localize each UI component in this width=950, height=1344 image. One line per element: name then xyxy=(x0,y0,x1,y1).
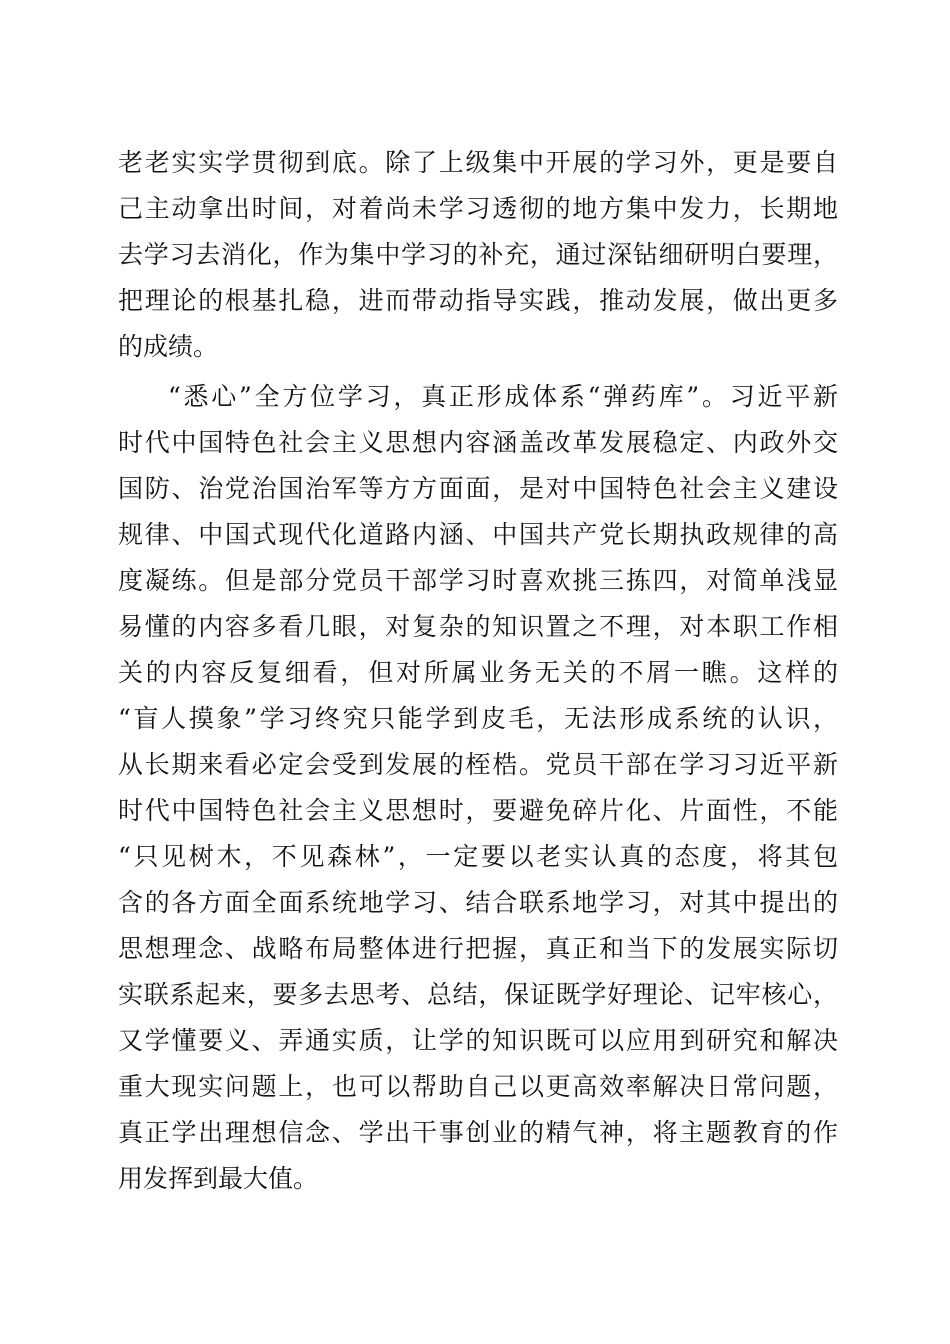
text-line: 思想理念、战略布局整体进行把握，真正和当下的发展实际切 xyxy=(118,934,838,963)
text-line: 去学习去消化，作为集中学习的补充，通过深钻细研明白要理， xyxy=(118,240,838,269)
text-line: “只见树木，不见森林”，一定要以老实认真的态度，将其包 xyxy=(118,842,838,871)
text-line: 度凝练。但是部分党员干部学习时喜欢挑三拣四，对简单浅显 xyxy=(118,566,838,595)
text-line: 真正学出理想信念、学出干事创业的精气神，将主题教育的作 xyxy=(118,1118,838,1147)
text-line: 含的各方面全面系统地学习、结合联系地学习，对其中提出的 xyxy=(118,888,838,917)
text-line: 时代中国特色社会主义思想内容涵盖改革发展稳定、内政外交 xyxy=(118,428,838,457)
text-line: 关的内容反复细看，但对所属业务无关的不屑一瞧。这样的 xyxy=(118,658,838,687)
text-line: “悉心”全方位学习，真正形成体系“弹药库”。习近平新 xyxy=(168,382,838,411)
text-line: 用发挥到最大值。 xyxy=(118,1164,319,1193)
document-body xyxy=(118,140,838,1202)
paragraph xyxy=(118,374,838,1202)
paragraph xyxy=(118,140,838,370)
text-line: 国防、治党治国治军等方方面面，是对中国特色社会主义建设 xyxy=(118,474,838,503)
text-line: 老老实实学贯彻到底。除了上级集中开展的学习外，更是要自 xyxy=(118,148,838,177)
text-line: 实联系起来，要多去思考、总结，保证既学好理论、记牢核心， xyxy=(118,980,838,1009)
text-line: 把理论的根基扎稳，进而带动指导实践，推动发展，做出更多 xyxy=(118,286,838,315)
text-line: 从长期来看必定会受到发展的桎梏。党员干部在学习习近平新 xyxy=(118,750,838,779)
text-line: 己主动拿出时间，对着尚未学习透彻的地方集中发力，长期地 xyxy=(118,194,838,223)
text-line: 易懂的内容多看几眼，对复杂的知识置之不理，对本职工作相 xyxy=(118,612,838,641)
text-line: 又学懂要义、弄通实质，让学的知识既可以应用到研究和解决 xyxy=(118,1026,838,1055)
text-line: 重大现实问题上，也可以帮助自己以更高效率解决日常问题， xyxy=(118,1072,838,1101)
text-line: “盲人摸象”学习终究只能学到皮毛，无法形成系统的认识， xyxy=(118,704,838,733)
text-line: 规律、中国式现代化道路内涵、中国共产党长期执政规律的高 xyxy=(118,520,838,549)
text-line: 的成绩。 xyxy=(118,332,219,361)
text-line: 时代中国特色社会主义思想时，要避免碎片化、片面性，不能 xyxy=(118,796,838,825)
